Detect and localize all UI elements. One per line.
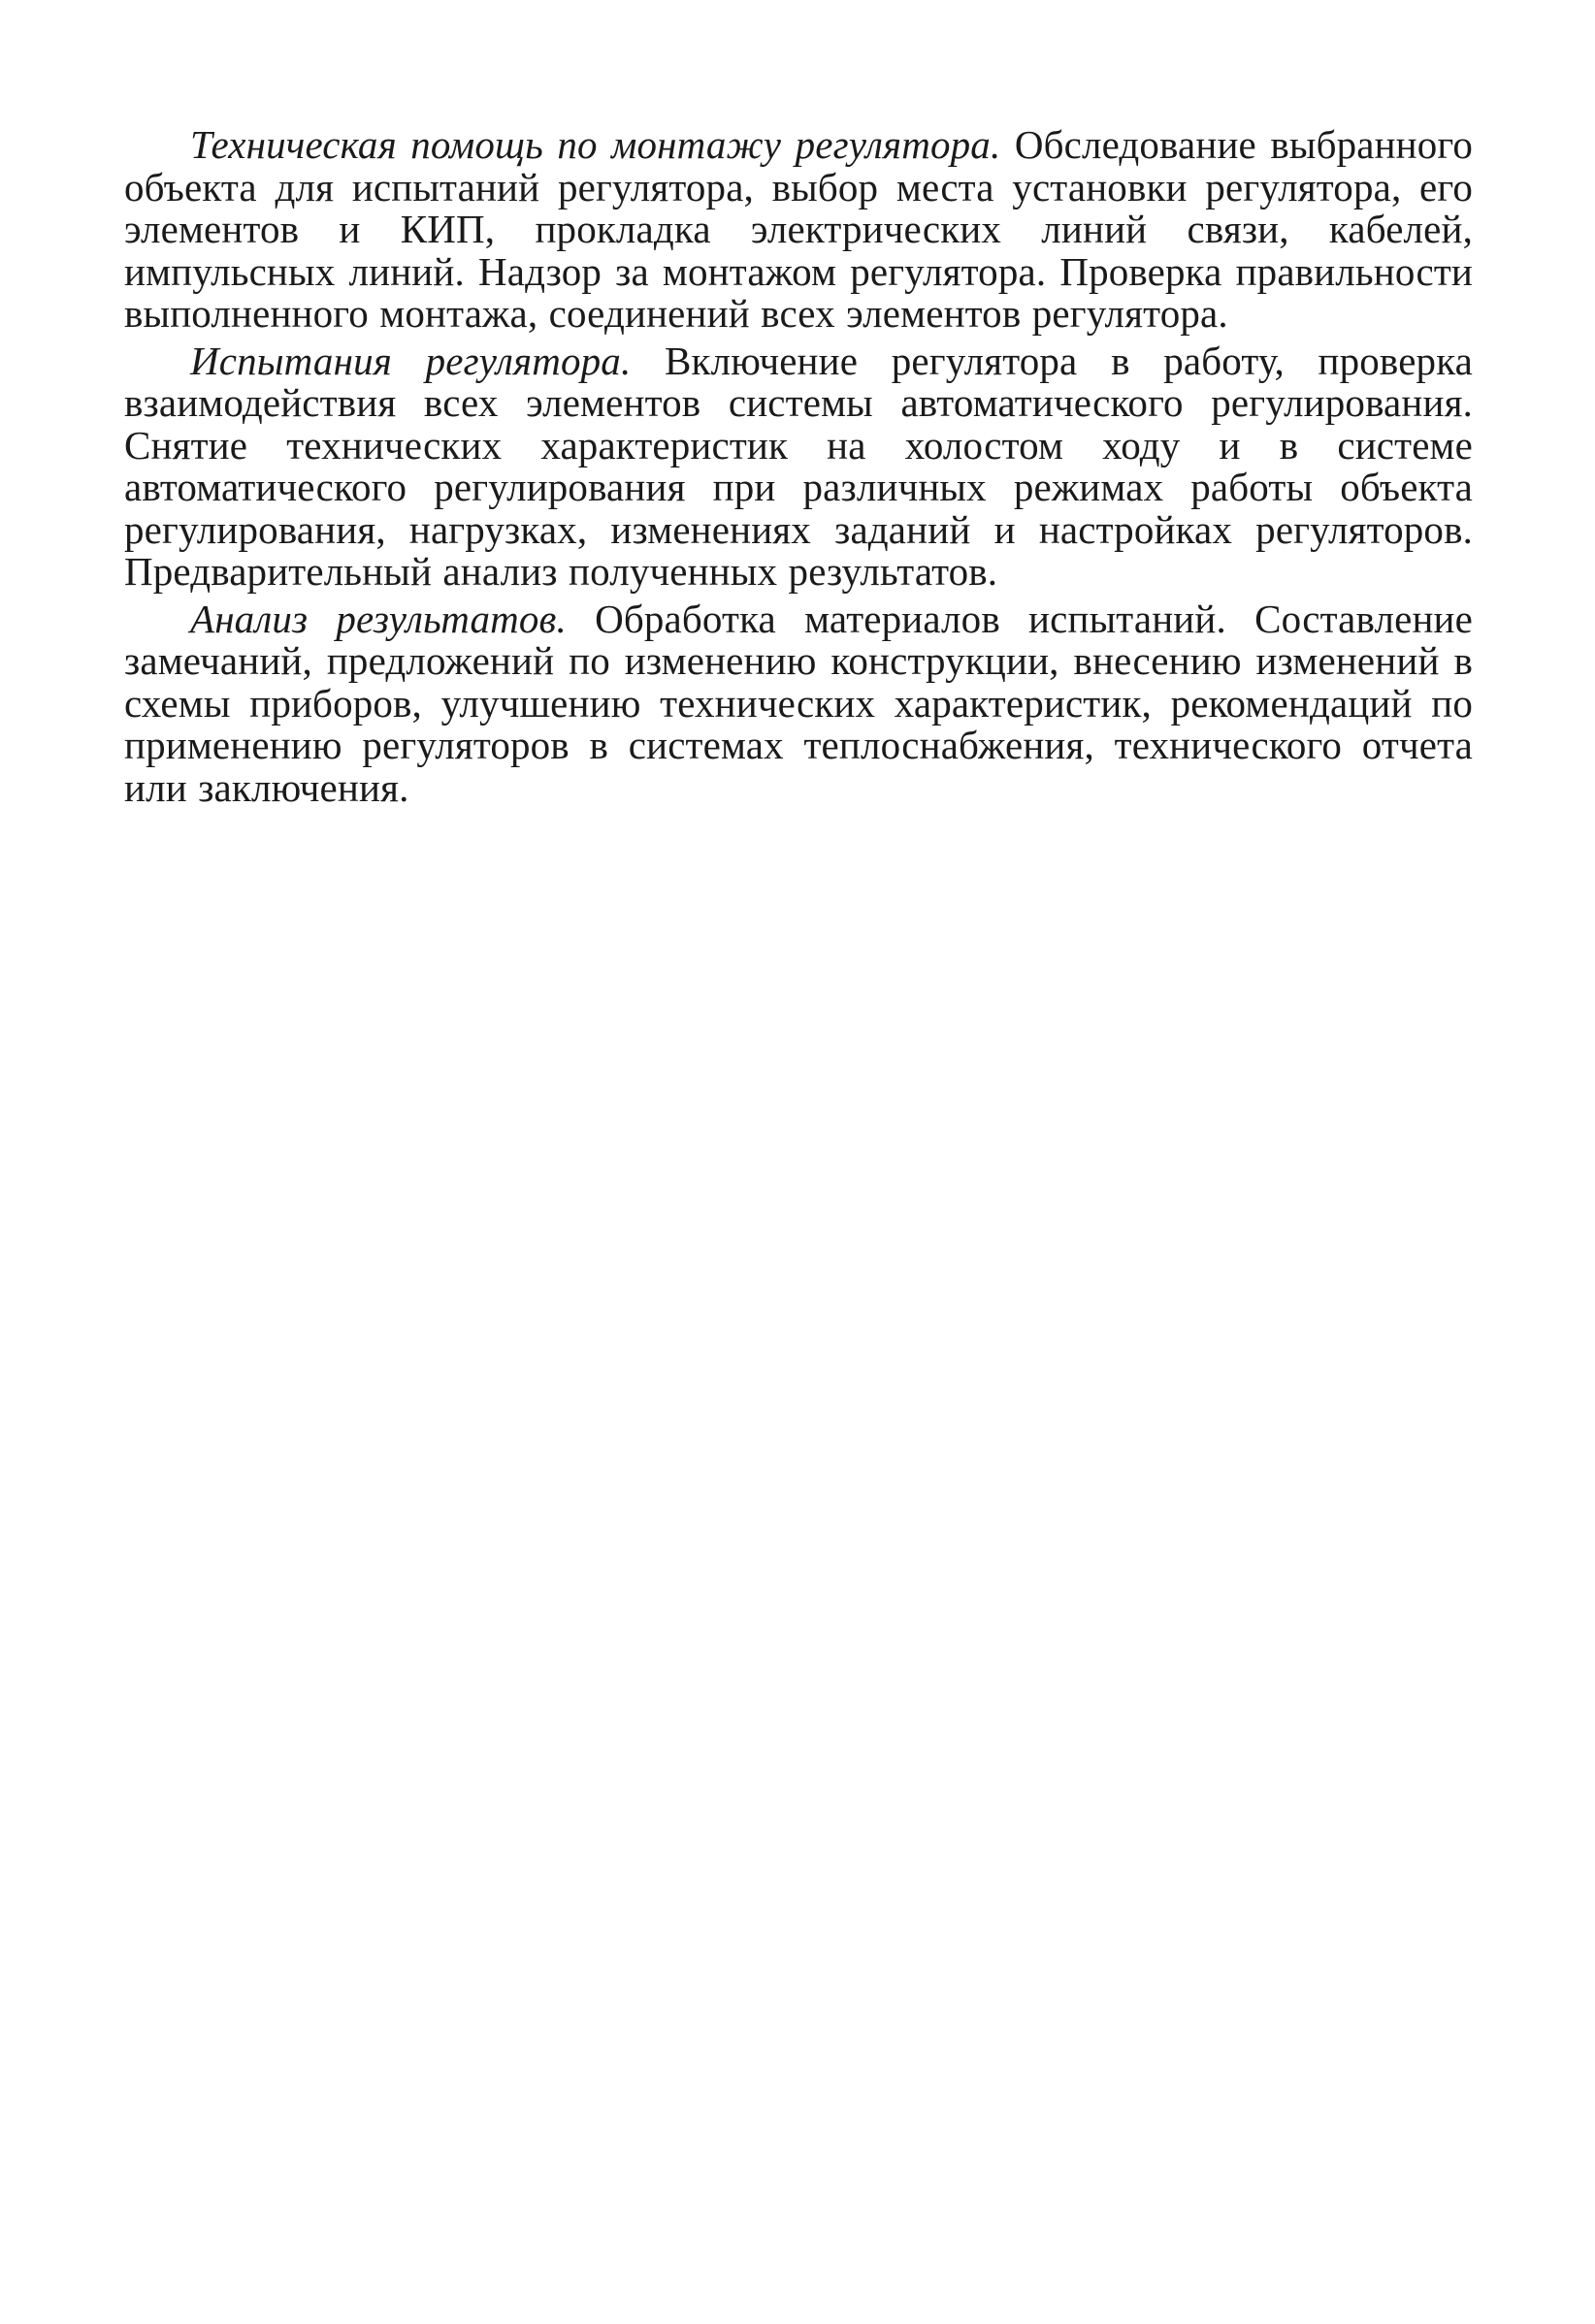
paragraph-text: Обследование выбранного объекта для испытаний регулятора, выбор места установки регулятора, его элементов и КИП, прокладка электрических линий связи, кабелей, импульсных линий. Надзор за монтажом регулятора. Проверка правильности выполненного монтажа, соединений всех элементов регулятора. [124,122,1474,336]
paragraph-text: Включение регулятора в работу, проверка взаимодействия всех элементов системы автоматического регулирования. Снятие технических характеристик на холостом ходу и в системе автоматического регулирования при различных режимах работы объекта регулирования, нагрузках, изменениях заданий и настройках регуляторов. Предварительный анализ полученных результатов. [124,338,1473,594]
paragraph-heading: Анализ результатов. [190,596,567,641]
paragraph-regulator-tests [124,340,1473,594]
paragraph-results-analysis [124,598,1473,810]
paragraph-heading: Испытания регулятора. [190,338,632,383]
paragraph-installation-assistance [124,124,1473,336]
paragraph-heading: Техническая помощь по монтажу регулятора. [190,122,1001,167]
paragraph-text: Обработка материалов испытаний. Составление замечаний, предложений по изменению конструкции, внесению изменений в схемы приборов, улучшению технических характеристик, рекомендаций по применению регуляторов в системах теплоснабжения, технического отчета или заключения. [124,596,1473,810]
page-body [124,124,1473,814]
